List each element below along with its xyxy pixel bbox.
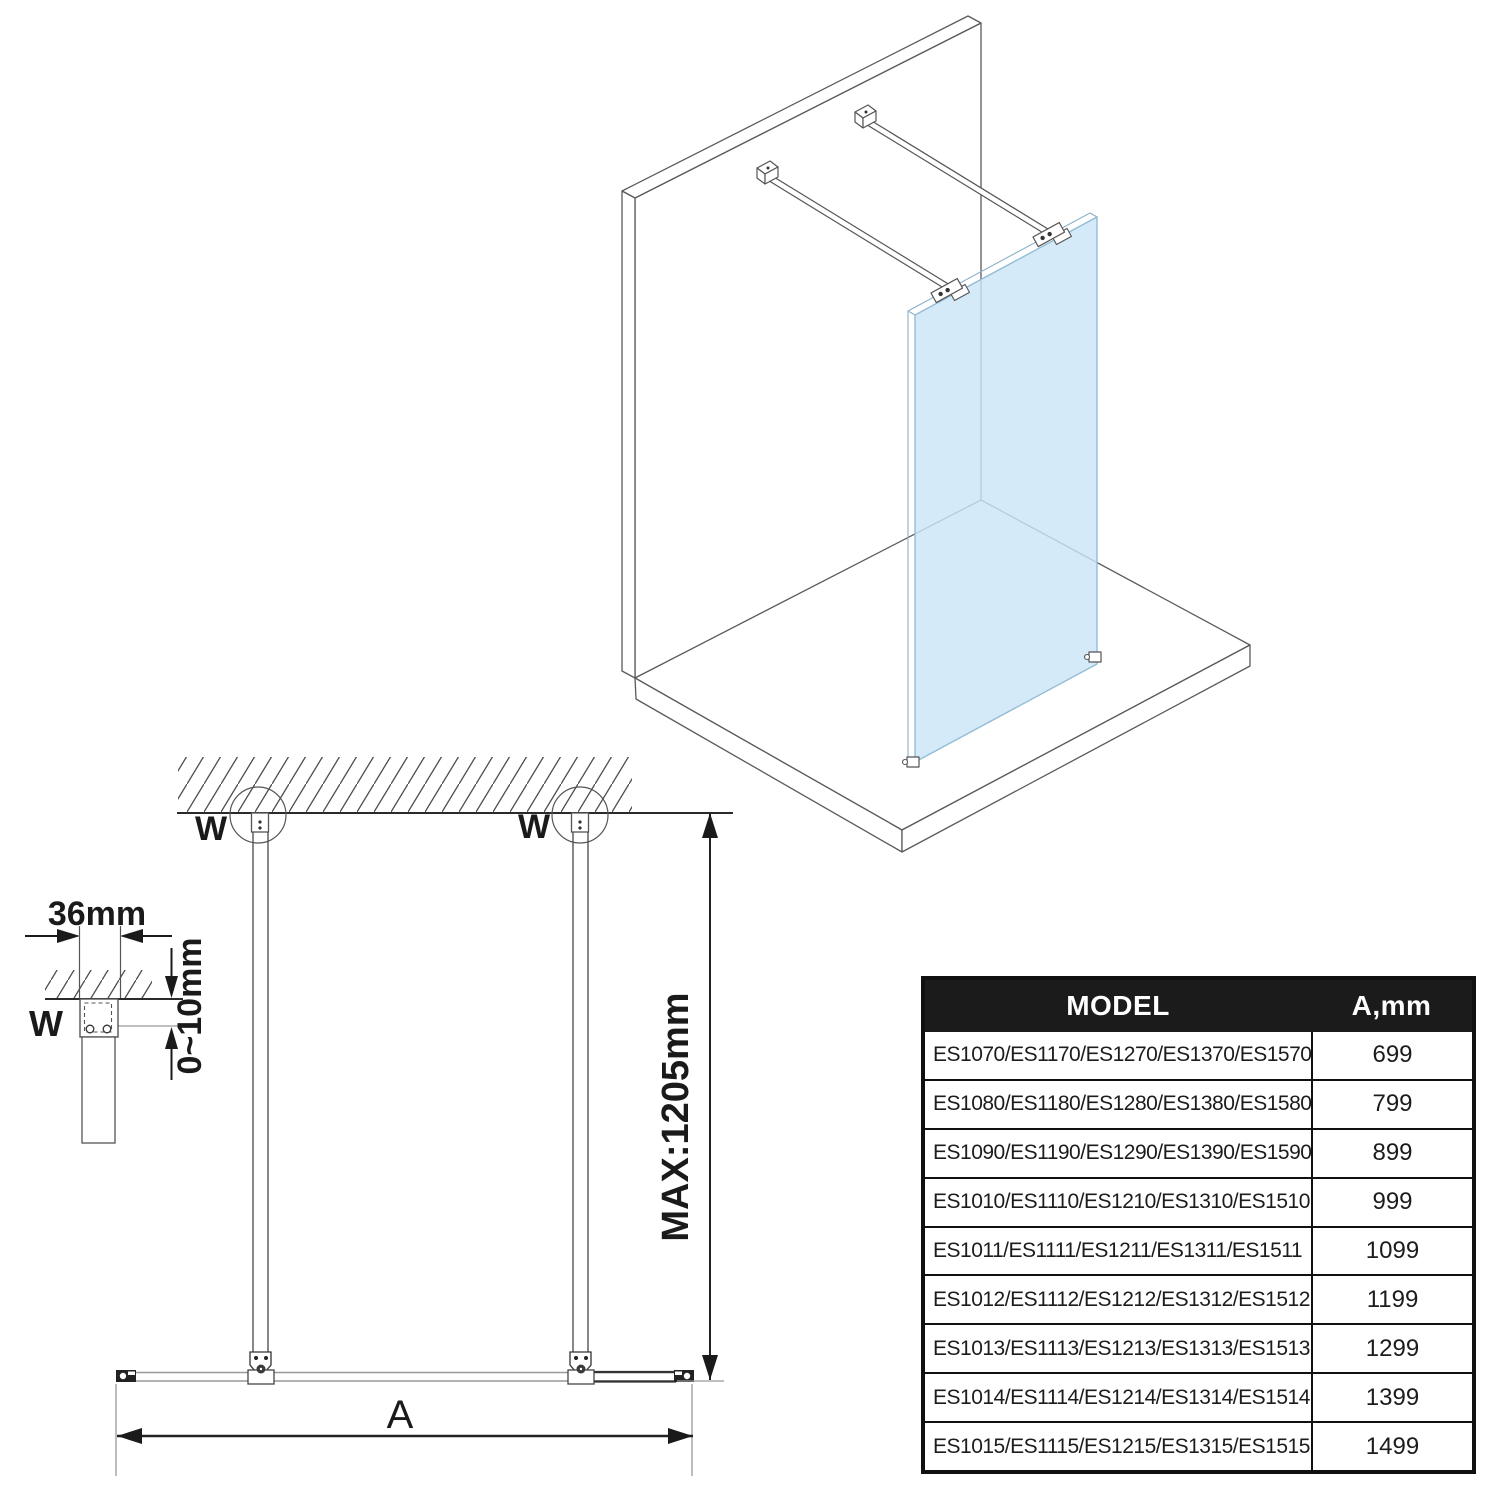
model-cell: ES1014/ES1114/ES1214/ES1314/ES1514	[933, 1385, 1310, 1409]
plan-height-dimension	[655, 813, 724, 1381]
a-mm-cell: 799	[1311, 1081, 1472, 1128]
bracket-width-label: 36mm	[47, 895, 147, 933]
table-header-model: MODEL	[1066, 990, 1170, 1021]
model-cell: ES1013/ES1113/ES1213/ES1313/ES1513	[933, 1336, 1310, 1360]
a-mm-cell: 1399	[1311, 1374, 1472, 1421]
gap-range-label: 0~10mm	[171, 937, 209, 1075]
detail-gap-dimension	[165, 937, 209, 1080]
height-dim-label: MAX:1205mm	[655, 992, 697, 1242]
detail-wall-hatch	[45, 970, 152, 999]
a-mm-cell: 899	[1311, 1130, 1472, 1177]
iso-view	[622, 16, 1250, 852]
table-row	[925, 1421, 1472, 1470]
plan-wall-hatch	[178, 757, 632, 813]
table-row	[925, 1274, 1472, 1323]
wall-mount-label-right: W	[517, 808, 551, 846]
table-row	[925, 1372, 1472, 1421]
wall-mount-label-left: W	[194, 810, 228, 848]
table-row	[925, 1177, 1472, 1226]
width-dim-label: A	[386, 1393, 414, 1437]
model-cell: ES1012/ES1112/ES1212/ES1312/ES1512	[933, 1287, 1310, 1311]
table-body	[925, 1032, 1472, 1470]
model-cell: ES1090/ES1190/ES1290/ES1390/ES1590	[933, 1141, 1312, 1165]
a-mm-cell: 1099	[1311, 1228, 1472, 1275]
detail-bar	[82, 1037, 115, 1143]
plan-width-dimension	[116, 1384, 693, 1476]
a-mm-cell: 999	[1311, 1179, 1472, 1226]
plan-end-cap-left	[116, 1370, 136, 1382]
table-row	[925, 1032, 1472, 1079]
plan-glass-bar	[116, 1365, 694, 1385]
plan-view	[116, 757, 733, 1476]
table-header-row	[925, 980, 1472, 1032]
a-mm-cell: 1199	[1311, 1276, 1472, 1323]
a-mm-cell: 1299	[1311, 1325, 1472, 1372]
model-cell: ES1011/ES1111/ES1211/ES1311/ES1511	[933, 1239, 1303, 1262]
model-cell: ES1010/ES1110/ES1210/ES1310/ES1510	[933, 1190, 1310, 1214]
table-header-amm: A,mm	[1351, 990, 1432, 1021]
plan-bar-left	[230, 787, 286, 1372]
table-row	[925, 1079, 1472, 1128]
plan-end-cap-right	[674, 1370, 694, 1382]
table-row	[925, 1323, 1472, 1372]
table-row	[925, 1226, 1472, 1275]
a-mm-cell: 699	[1311, 1032, 1472, 1079]
model-cell: ES1070/ES1170/ES1270/ES1370/ES1570	[933, 1043, 1312, 1067]
a-mm-cell: 1499	[1311, 1423, 1472, 1470]
model-cell: ES1080/ES1180/ES1280/ES1380/ES1580	[933, 1092, 1312, 1116]
detail-wall-mount-label: W	[29, 1003, 63, 1044]
model-cell: ES1015/ES1115/ES1215/ES1315/ES1515	[933, 1434, 1310, 1458]
table-row	[925, 1128, 1472, 1177]
detail-bracket	[80, 999, 118, 1143]
plan-bar-right	[552, 787, 608, 1372]
model-size-table	[921, 976, 1476, 1474]
detail-view	[25, 895, 209, 1143]
